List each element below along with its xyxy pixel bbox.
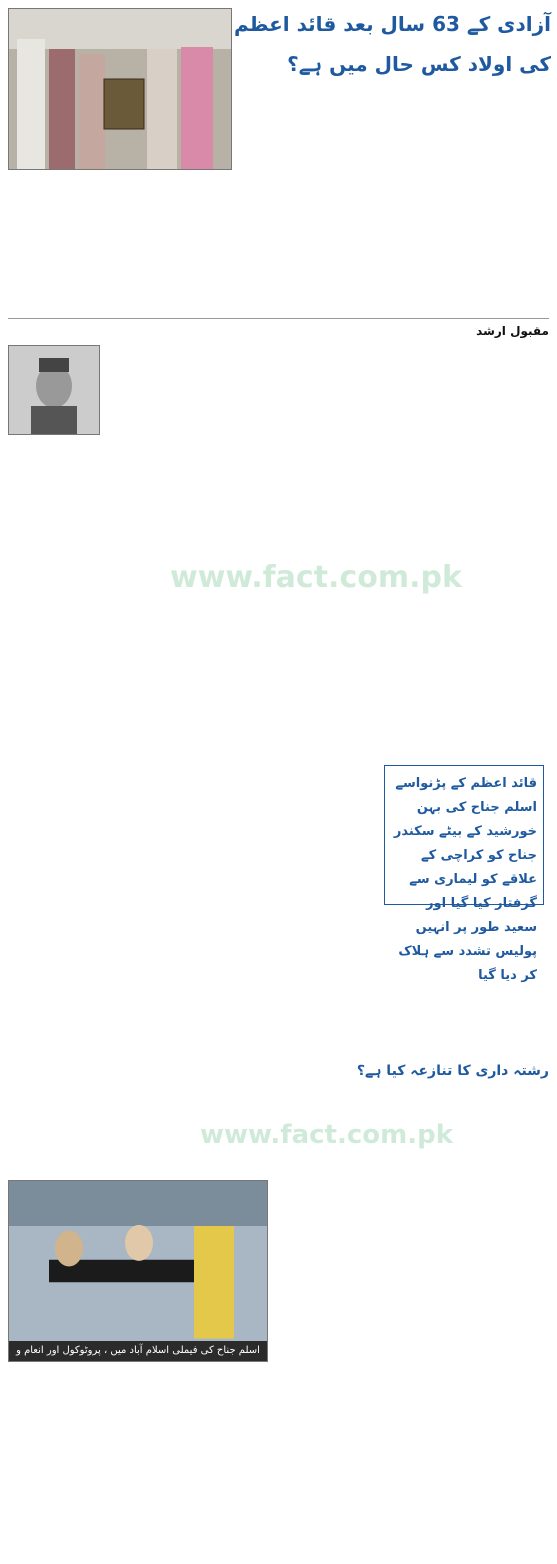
pull-quote: قائد اعظم کے پڑنواسے اسلم جناح کی بہن خورشید کے بیٹے سکندر جناح کو کراچی کے علاقے کو لیماری سے گرفتار کیا گیا اور سعید طور پر انہیں پولیس تشدد سے ہلاک کر دیا گیا xyxy=(384,765,544,905)
portrait-graphic xyxy=(9,346,99,434)
body-paragraph-8 xyxy=(8,1365,549,1555)
family-photo-graphic xyxy=(9,9,231,169)
headline: آزادی کے 63 سال بعد قائد اعظم کی اولاد کس حال میں ہے؟ xyxy=(233,12,551,76)
subheading: رشتہ داری کا تنازعہ کیا ہے؟ xyxy=(356,1063,549,1079)
body-paragraph-7 xyxy=(272,1180,549,1360)
body-paragraph-2 xyxy=(8,457,549,607)
quaid-portrait xyxy=(8,345,100,435)
lead-paragraph-2 xyxy=(8,228,549,316)
body-paragraph-1 xyxy=(104,345,549,455)
family-photo xyxy=(8,8,232,170)
body-paragraph-3 xyxy=(8,611,549,761)
body-paragraph-5 xyxy=(8,910,549,1060)
site-watermark: www.fact.com.pk xyxy=(170,560,462,595)
body-paragraph-6 xyxy=(8,1085,549,1175)
byline: مقبول ارشد xyxy=(476,324,549,338)
divider xyxy=(8,318,549,319)
site-watermark-lower: www.fact.com.pk xyxy=(200,1120,453,1150)
protocol-photo-graphic xyxy=(9,1181,267,1361)
body-paragraph-4 xyxy=(8,765,378,905)
photo-caption: اسلم جناح کی فیملی اسلام آباد میں ، پروٹوکول اور انعام و اکرام xyxy=(9,1341,267,1361)
protocol-photo xyxy=(8,1180,268,1376)
lead-paragraph-1 xyxy=(238,48,549,226)
